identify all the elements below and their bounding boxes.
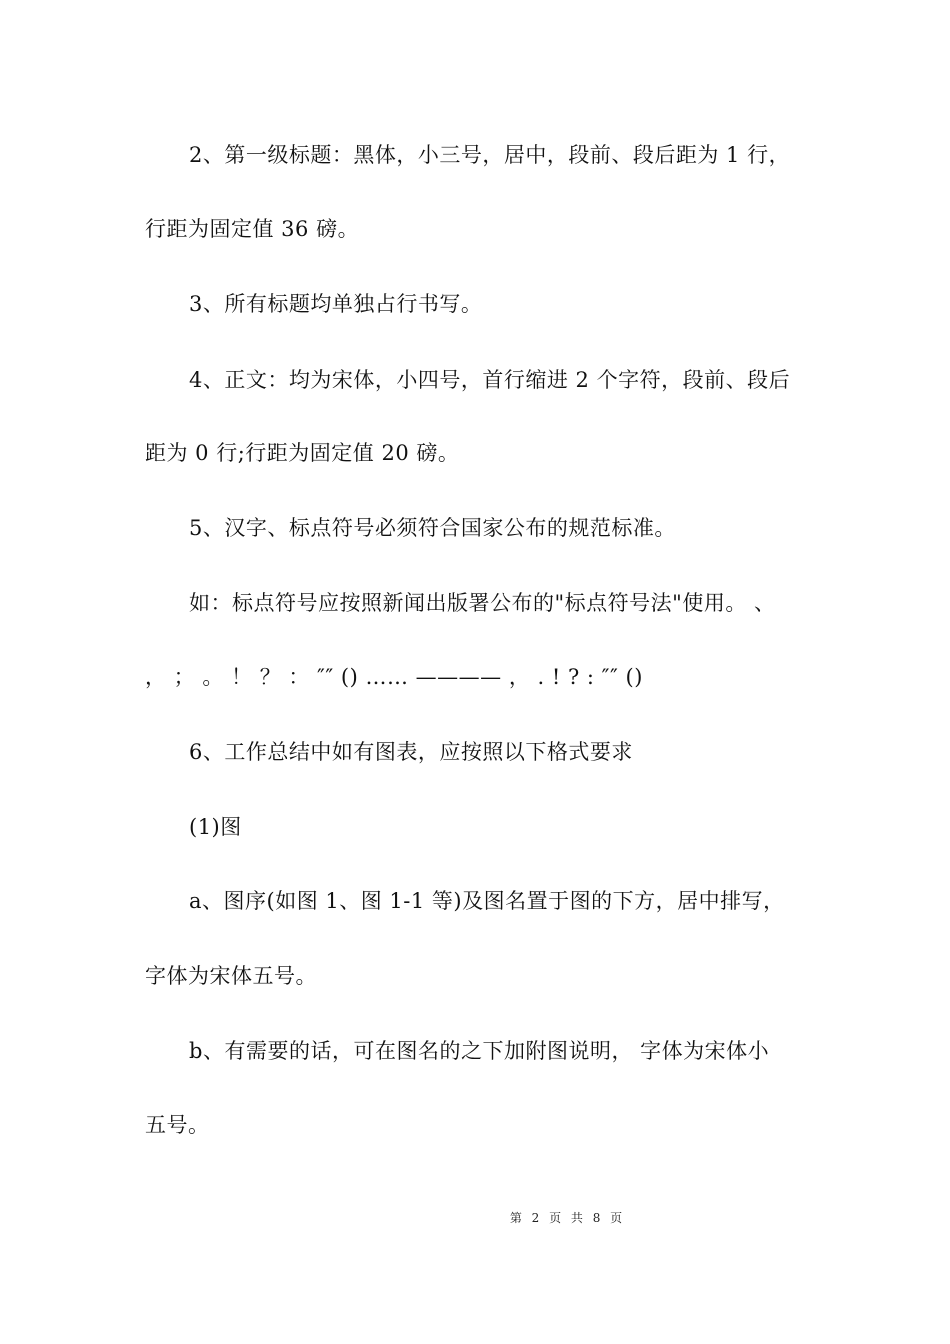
- body-line: 五号。: [145, 1113, 210, 1137]
- body-line: 4、正文：均为宋体，小四号，首行缩进 2 个字符，段前、段后: [189, 368, 791, 392]
- body-line: 5、汉字、标点符号必须符合国家公布的规范标准。: [189, 516, 676, 540]
- body-line: ， ； 。 ！ ？ ： ″″ () …… ———— ， . ! ? : ″″ (): [145, 665, 643, 689]
- body-line: 字体为宋体五号。: [145, 964, 317, 988]
- body-line: 如：标点符号应按照新闻出版署公布的"标点符号法"使用。 、: [189, 591, 776, 615]
- body-line: 行距为固定值 36 磅。: [145, 217, 360, 241]
- body-line: (1)图: [189, 815, 242, 839]
- body-line: b、有需要的话，可在图名的之下加附图说明， 字体为宋体小: [189, 1039, 770, 1063]
- body-line: 距为 0 行;行距为固定值 20 磅。: [145, 441, 460, 465]
- body-line: 3、所有标题均单独占行书写。: [189, 292, 483, 316]
- page-number-footer: 第 2 页 共 8 页: [509, 1211, 626, 1225]
- body-line: a、图序(如图 1、图 1-1 等)及图名置于图的下方，居中排写，: [189, 889, 785, 913]
- body-line: 6、工作总结中如有图表，应按照以下格式要求: [189, 740, 633, 764]
- body-line: 2、第一级标题：黑体，小三号，居中，段前、段后距为 1 行，: [189, 143, 791, 167]
